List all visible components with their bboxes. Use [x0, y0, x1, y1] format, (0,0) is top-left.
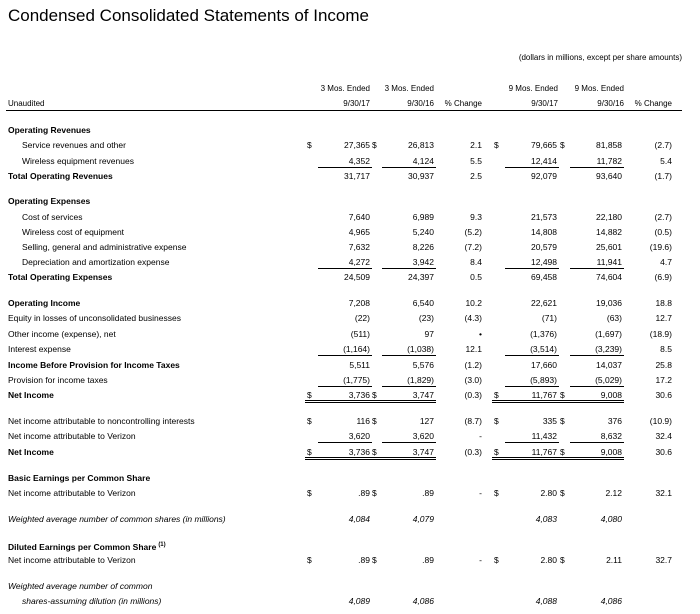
cell-value: .89 — [422, 488, 434, 498]
row-label: Net income attributable to Verizon — [8, 431, 136, 441]
cell-value: (71) — [541, 313, 557, 323]
cell-value: 22,180 — [596, 212, 622, 222]
cell-value: 32.7 — [655, 555, 672, 565]
cell-value: 97 — [424, 329, 434, 339]
rule — [505, 355, 559, 356]
cell-value: (18.9) — [649, 329, 672, 339]
cell-value: 4,079 — [412, 514, 434, 524]
currency-sign: $ — [494, 390, 499, 400]
header-3mos-2017-line2: 9/30/17 — [343, 99, 370, 108]
cell-value: 4,124 — [412, 156, 434, 166]
currency-sign: $ — [372, 416, 377, 426]
cell-value: 12.1 — [465, 344, 482, 354]
currency-sign: $ — [494, 555, 499, 565]
header-9mos-2017-line2: 9/30/17 — [531, 99, 558, 108]
cell-value: 14,037 — [596, 360, 622, 370]
table-row — [0, 328, 700, 340]
cell-value: 7,208 — [348, 298, 370, 308]
cell-value: 4,352 — [348, 156, 370, 166]
cell-value: (10.9) — [649, 416, 672, 426]
cell-value: 27,365 — [344, 140, 370, 150]
row-label: Basic Earnings per Common Share — [8, 473, 151, 483]
rule — [505, 167, 559, 168]
cell-value: 4,084 — [348, 514, 370, 524]
currency-sign: $ — [372, 555, 377, 565]
table-row — [0, 472, 700, 484]
cell-value: 26,813 — [408, 140, 434, 150]
cell-value: 21,573 — [531, 212, 557, 222]
currency-sign: $ — [494, 488, 499, 498]
cell-value: 30.6 — [655, 447, 672, 457]
cell-value: 4,089 — [348, 596, 370, 606]
cell-value: 8,632 — [600, 431, 622, 441]
row-label: Provision for income taxes — [8, 375, 108, 385]
cell-value: (4.3) — [464, 313, 482, 323]
cell-value: 6,989 — [412, 212, 434, 222]
rule — [318, 355, 372, 356]
currency-sign: $ — [560, 555, 565, 565]
cell-value: 30.6 — [655, 390, 672, 400]
header-9mos-2016-line2: 9/30/16 — [597, 99, 624, 108]
table-row — [0, 513, 700, 525]
cell-value: 3,747 — [412, 390, 434, 400]
rule — [318, 268, 372, 269]
cell-value: 10.2 — [465, 298, 482, 308]
rule — [382, 167, 436, 168]
row-label: Weighted average number of common shares (in millions) — [8, 514, 226, 524]
rule — [382, 442, 436, 443]
currency-sign: $ — [560, 390, 565, 400]
cell-value: (1,376) — [530, 329, 557, 339]
row-label: Operating Revenues — [8, 125, 91, 135]
table-row — [0, 374, 700, 386]
cell-value: 8.5 — [660, 344, 672, 354]
table-row — [0, 271, 700, 283]
table-row — [0, 155, 700, 167]
cell-value: 4,088 — [535, 596, 557, 606]
cell-value: 79,665 — [531, 140, 557, 150]
cell-value: (1,038) — [407, 344, 434, 354]
cell-value: 14,808 — [531, 227, 557, 237]
cell-value: 127 — [419, 416, 434, 426]
row-label: Equity in losses of unconsolidated businesses — [8, 313, 181, 323]
row-label: Total Operating Expenses — [8, 272, 113, 282]
cell-value: (19.6) — [649, 242, 672, 252]
row-label: Income Before Provision for Income Taxes — [8, 360, 180, 370]
cell-value: (0.3) — [464, 447, 482, 457]
cell-value: - — [479, 488, 482, 498]
currency-sign: $ — [494, 447, 499, 457]
cell-value: (63) — [606, 313, 622, 323]
cell-value: 2.80 — [540, 488, 557, 498]
cell-value: (1,775) — [343, 375, 370, 385]
double-rule — [305, 457, 436, 460]
rule — [570, 442, 624, 443]
cell-value: (22) — [354, 313, 370, 323]
rule — [505, 268, 559, 269]
cell-value: - — [479, 555, 482, 565]
cell-value: 93,640 — [596, 171, 622, 181]
cell-value: 24,397 — [408, 272, 434, 282]
cell-value: 11,767 — [531, 390, 557, 400]
cell-value: (2.7) — [654, 212, 672, 222]
currency-sign: $ — [307, 416, 312, 426]
row-label: Depreciation and amortization expense — [22, 257, 170, 267]
cell-value: 9.3 — [470, 212, 482, 222]
cell-value: (511) — [350, 329, 370, 339]
cell-value: 32.4 — [655, 431, 672, 441]
cell-value: 3,620 — [412, 431, 434, 441]
cell-value: 3,736 — [348, 447, 370, 457]
row-label: Total Operating Revenues — [8, 171, 113, 181]
cell-value: 5,576 — [412, 360, 434, 370]
header-3mos-2017-line1: 3 Mos. Ended — [320, 84, 370, 93]
cell-value: 5,240 — [412, 227, 434, 237]
cell-value: 11,432 — [531, 431, 557, 441]
row-label: Service revenues and other — [22, 140, 126, 150]
header-rule-seg — [312, 110, 370, 111]
table-row — [0, 256, 700, 268]
currency-sign: $ — [560, 447, 565, 457]
currency-sign: $ — [307, 447, 312, 457]
cell-value: 8.4 — [470, 257, 482, 267]
row-label: Cost of services — [22, 212, 83, 222]
rule — [382, 268, 436, 269]
cell-value: 92,079 — [531, 171, 557, 181]
row-label: Other income (expense), net — [8, 329, 116, 339]
cell-value: (2.7) — [654, 140, 672, 150]
footnote-marker: (1) — [158, 542, 166, 548]
table-row — [0, 124, 700, 136]
cell-value: 18.8 — [655, 298, 672, 308]
cell-value: 2.1 — [470, 140, 482, 150]
table-row — [0, 343, 700, 355]
cell-value: 3,736 — [348, 390, 370, 400]
cell-value: 4,086 — [600, 596, 622, 606]
cell-value: 4.7 — [660, 257, 672, 267]
cell-value: • — [479, 329, 482, 339]
row-label: Net Income — [8, 447, 54, 457]
cell-value: 4,086 — [412, 596, 434, 606]
rule — [570, 268, 624, 269]
table-row — [0, 170, 700, 182]
cell-value: 5.5 — [470, 156, 482, 166]
cell-value: 24,509 — [344, 272, 370, 282]
currency-sign: $ — [307, 555, 312, 565]
cell-value: 69,458 — [531, 272, 557, 282]
row-label: Interest expense — [8, 344, 71, 354]
cell-value: (1,829) — [407, 375, 434, 385]
rule — [382, 355, 436, 356]
row-label: Net income attributable to Verizon — [8, 555, 136, 565]
cell-value: (3,239) — [595, 344, 622, 354]
row-label: Net income attributable to Verizon — [8, 488, 136, 498]
cell-value: 12.7 — [655, 313, 672, 323]
rule — [570, 167, 624, 168]
cell-value: 25,601 — [596, 242, 622, 252]
table-row — [0, 430, 700, 442]
cell-value: (1,164) — [343, 344, 370, 354]
cell-value: 0.5 — [470, 272, 482, 282]
cell-value: (5.2) — [464, 227, 482, 237]
row-label: Diluted Earnings per Common Share $^{(1)}$ — [8, 541, 166, 552]
rule — [505, 442, 559, 443]
cell-value: 31,717 — [344, 171, 370, 181]
cell-value: 4,965 — [348, 227, 370, 237]
currency-sign: $ — [494, 140, 499, 150]
rule — [505, 386, 559, 387]
table-row — [0, 554, 700, 566]
cell-value: 9,008 — [600, 390, 622, 400]
cell-value: (5,893) — [530, 375, 557, 385]
rule — [382, 386, 436, 387]
cell-value: (6.9) — [654, 272, 672, 282]
table-row — [0, 580, 700, 592]
page-title: Condensed Consolidated Statements of Income — [8, 6, 370, 25]
cell-value: .89 — [358, 488, 370, 498]
currency-sign: $ — [372, 488, 377, 498]
cell-value: 30,937 — [408, 171, 434, 181]
cell-value: 11,782 — [596, 156, 622, 166]
cell-value: 376 — [607, 416, 622, 426]
cell-value: 7,632 — [348, 242, 370, 252]
cell-value: 19,036 — [596, 298, 622, 308]
cell-value: 335 — [542, 416, 557, 426]
rule — [318, 386, 372, 387]
cell-value: 22,621 — [531, 298, 557, 308]
cell-value: 2.11 — [606, 555, 622, 565]
cell-value: (3,514) — [530, 344, 557, 354]
header-3mos-2016-line1: 3 Mos. Ended — [384, 84, 434, 93]
header-9mos-change: % Change — [634, 99, 672, 108]
cell-value: 4,080 — [600, 514, 622, 524]
cell-value: (8.7) — [464, 416, 482, 426]
cell-value: 4,272 — [348, 257, 370, 267]
cell-value: 11,767 — [531, 447, 557, 457]
row-label: Operating Expenses — [8, 196, 91, 206]
cell-value: 17,660 — [531, 360, 557, 370]
row-label: Selling, general and administrative expense — [22, 242, 187, 252]
rule — [570, 355, 624, 356]
currency-sign: $ — [560, 140, 565, 150]
header-3mos-change: % Change — [444, 99, 482, 108]
table-row — [0, 415, 700, 427]
unaudited-label: Unaudited — [8, 99, 45, 108]
cell-value: 7,640 — [348, 212, 370, 222]
currency-sign: $ — [560, 488, 565, 498]
cell-value: 12,498 — [531, 257, 557, 267]
rule — [318, 167, 372, 168]
cell-value: (23) — [418, 313, 434, 323]
table-row — [0, 211, 700, 223]
table-row — [0, 359, 700, 371]
row-label: Net Income — [8, 390, 54, 400]
cell-value: 2.5 — [470, 171, 482, 181]
row-label: Weighted average number of common — [8, 581, 153, 591]
units-note: (dollars in millions, except per share amounts) — [518, 53, 682, 62]
header-9mos-2016-line1: 9 Mos. Ended — [574, 84, 624, 93]
cell-value: (7.2) — [464, 242, 482, 252]
cell-value: 9,008 — [600, 447, 622, 457]
cell-value: 14,882 — [596, 227, 622, 237]
currency-sign: $ — [307, 390, 312, 400]
cell-value: 3,620 — [348, 431, 370, 441]
cell-value: 74,604 — [596, 272, 622, 282]
currency-sign: $ — [372, 390, 377, 400]
currency-sign: $ — [307, 488, 312, 498]
cell-value: - — [479, 431, 482, 441]
cell-value: (1.2) — [464, 360, 482, 370]
cell-value: 11,941 — [596, 257, 622, 267]
row-label: Net income attributable to noncontrolling interests — [8, 416, 195, 426]
cell-value: 2.80 — [540, 555, 557, 565]
rule — [318, 442, 372, 443]
cell-value: (3.0) — [464, 375, 482, 385]
cell-value: 3,942 — [412, 257, 434, 267]
header-3mos-2016-line2: 9/30/16 — [407, 99, 434, 108]
cell-value: 5,511 — [349, 360, 370, 370]
cell-value: (0.5) — [654, 227, 672, 237]
cell-value: (1,697) — [595, 329, 622, 339]
cell-value: (0.3) — [464, 390, 482, 400]
table-row — [0, 487, 700, 499]
row-label: Wireless cost of equipment — [22, 227, 125, 237]
row-label: Operating Income — [8, 298, 81, 308]
cell-value: (1.7) — [654, 171, 672, 181]
cell-value: (5,029) — [595, 375, 622, 385]
cell-value: 32.1 — [655, 488, 672, 498]
cell-value: 17.2 — [655, 375, 672, 385]
table-row — [0, 297, 700, 309]
table-row — [0, 241, 700, 253]
table-row — [0, 195, 700, 207]
cell-value: .89 — [358, 555, 370, 565]
double-rule — [305, 400, 436, 403]
cell-value: 3,747 — [412, 447, 434, 457]
table-row — [0, 539, 700, 551]
currency-sign: $ — [372, 447, 377, 457]
table-row — [0, 226, 700, 238]
cell-value: 116 — [356, 416, 370, 426]
double-rule — [492, 457, 624, 460]
row-label: Wireless equipment revenues — [22, 156, 134, 166]
cell-value: .89 — [422, 555, 434, 565]
cell-value: 25.8 — [655, 360, 672, 370]
cell-value: 20,579 — [531, 242, 557, 252]
table-row — [0, 312, 700, 324]
currency-sign: $ — [560, 416, 565, 426]
header-9mos-2017-line1: 9 Mos. Ended — [508, 84, 558, 93]
cell-value: 12,414 — [531, 156, 557, 166]
currency-sign: $ — [307, 140, 312, 150]
cell-value: 81,858 — [596, 140, 622, 150]
currency-sign: $ — [494, 416, 499, 426]
cell-value: 5.4 — [660, 156, 672, 166]
table-row — [0, 139, 700, 151]
currency-sign: $ — [372, 140, 377, 150]
rule — [570, 386, 624, 387]
cell-value: 4,083 — [535, 514, 557, 524]
table-row — [0, 595, 700, 607]
cell-value: 6,540 — [412, 298, 434, 308]
cell-value: 2.12 — [605, 488, 622, 498]
double-rule — [492, 400, 624, 403]
cell-value: 8,226 — [412, 242, 434, 252]
row-label: shares-assuming dilution (in millions) — [22, 596, 162, 606]
